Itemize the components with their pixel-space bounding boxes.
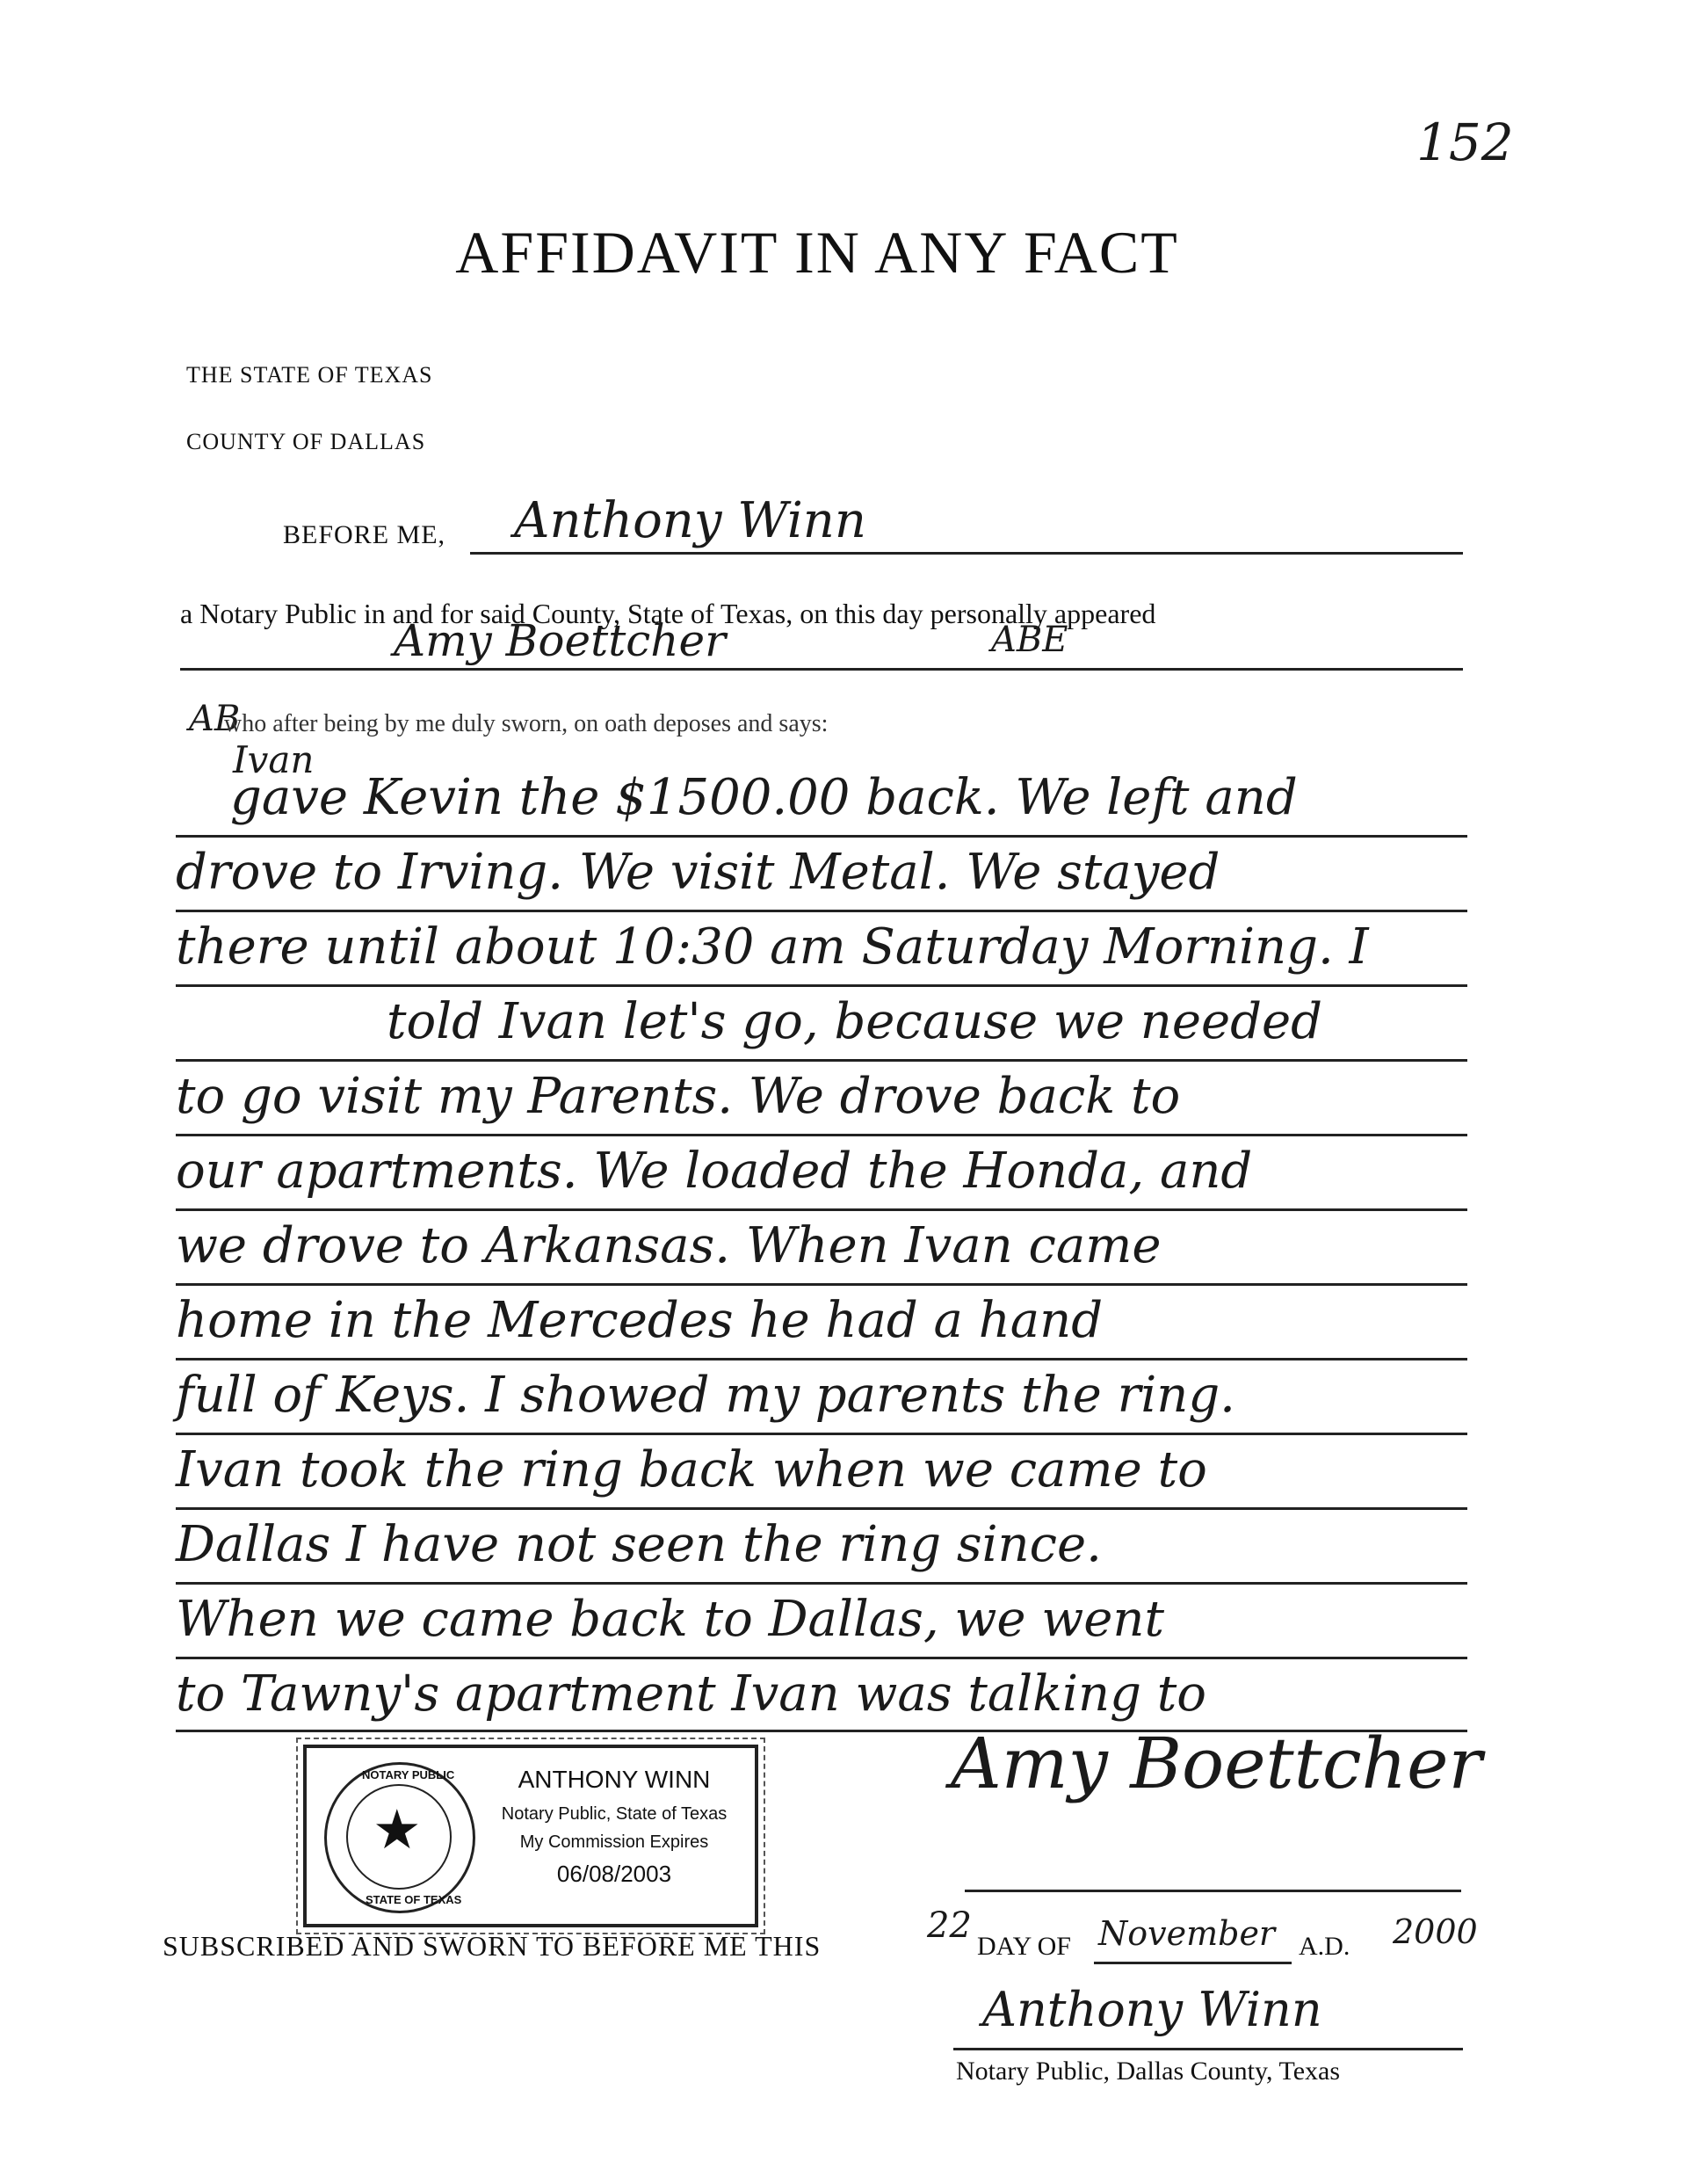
statement-line: our apartments. We loaded the Honda, and — [176, 1143, 1253, 1200]
stamp-title: Notary Public, State of Texas — [501, 1804, 728, 1824]
statement-line: home in the Mercedes he had a hand — [176, 1292, 1104, 1349]
statement-line: drove to Irving. We visit Metal. We stayed — [176, 844, 1220, 901]
subscribed-text: SUBSCRIBED AND SWORN TO BEFORE ME THIS — [163, 1930, 822, 1962]
county-line: COUNTY OF DALLAS — [186, 429, 426, 454]
before-me-label: BEFORE ME, — [283, 520, 446, 549]
statement-rule — [176, 1358, 1467, 1360]
statement-line: Ivan took the ring back when we came to — [176, 1441, 1207, 1498]
statement-rule — [176, 1433, 1467, 1435]
signature-rule — [965, 1890, 1461, 1892]
statement-rule — [176, 1059, 1467, 1062]
statement-rule — [176, 1134, 1467, 1136]
stamp-name: ANTHONY WINN — [518, 1766, 711, 1793]
appeared-name-handwritten: Amy Boettcher — [394, 615, 726, 666]
statement-line: told Ivan let's go, because we needed — [387, 993, 1322, 1050]
statement-rule — [176, 1283, 1467, 1286]
statement-line: there until about 10:30 am Saturday Morning. I — [176, 918, 1369, 976]
notary-signature: Anthony Winn — [982, 1982, 1322, 2037]
star-icon: ★ — [373, 1801, 422, 1861]
statement-rule — [176, 1582, 1467, 1585]
notary-signature-rule — [953, 2048, 1463, 2050]
statement-line: full of Keys. I showed my parents the ring. — [176, 1367, 1235, 1424]
sworn-month: November — [1098, 1914, 1276, 1953]
ad-label: A.D. — [1299, 1932, 1350, 1961]
sworn-day: 22 — [927, 1905, 972, 1946]
margin-initials: AB — [189, 699, 241, 739]
stamp-expires-label: My Commission Expires — [519, 1832, 709, 1852]
notary-caption: Notary Public, Dallas County, Texas — [956, 2057, 1341, 2086]
state-line: THE STATE OF TEXAS — [186, 362, 433, 388]
stamp-expires-date: 06/08/2003 — [556, 1861, 672, 1887]
notary-stamp — [303, 1745, 758, 1927]
month-rule — [1094, 1962, 1292, 1964]
document-title: AFFIDAVIT IN ANY FACT — [455, 219, 1179, 286]
statement-rule — [176, 984, 1467, 987]
notary-name-handwritten: Anthony Winn — [514, 492, 866, 549]
statement-line: When we came back to Dallas, we went — [176, 1591, 1165, 1648]
statement-rule — [176, 1208, 1467, 1211]
oath-line: who after being by me duly sworn, on oath deposes and says: — [224, 710, 829, 737]
before-me-rule — [470, 552, 1463, 555]
ivan-insert: Ivan — [233, 738, 315, 781]
statement-rule — [176, 835, 1467, 838]
day-of-label: DAY OF — [977, 1932, 1071, 1961]
appeared-rule — [180, 668, 1463, 671]
seal-top-text: NOTARY PUBLIC — [362, 1768, 455, 1781]
seal-inner-ring — [346, 1784, 452, 1890]
seal-bottom-text: STATE OF TEXAS — [366, 1893, 462, 1906]
statement-line: gave Kevin the $1500.00 back. We left and — [230, 769, 1298, 826]
notary-intro-text: a Notary Public in and for said County, State of Texas, on this day personally appeared — [180, 598, 1156, 629]
statement-rule — [176, 1507, 1467, 1510]
statement-rule — [176, 910, 1467, 912]
appeared-initials: ABE — [991, 620, 1068, 660]
statement-line: to go visit my Parents. We drove back to — [176, 1068, 1181, 1125]
statement-line: Dallas I have not seen the ring since. — [176, 1516, 1102, 1573]
statement-line: to Tawny's apartment Ivan was talking to — [176, 1665, 1206, 1723]
statement-line: we drove to Arkansas. When Ivan came — [176, 1217, 1162, 1274]
affiant-signature: Amy Boettcher — [951, 1723, 1482, 1804]
statement-rule — [176, 1657, 1467, 1659]
page-number: 152 — [1416, 112, 1514, 172]
notary-seal — [324, 1762, 475, 1913]
sworn-year: 2000 — [1393, 1912, 1478, 1951]
